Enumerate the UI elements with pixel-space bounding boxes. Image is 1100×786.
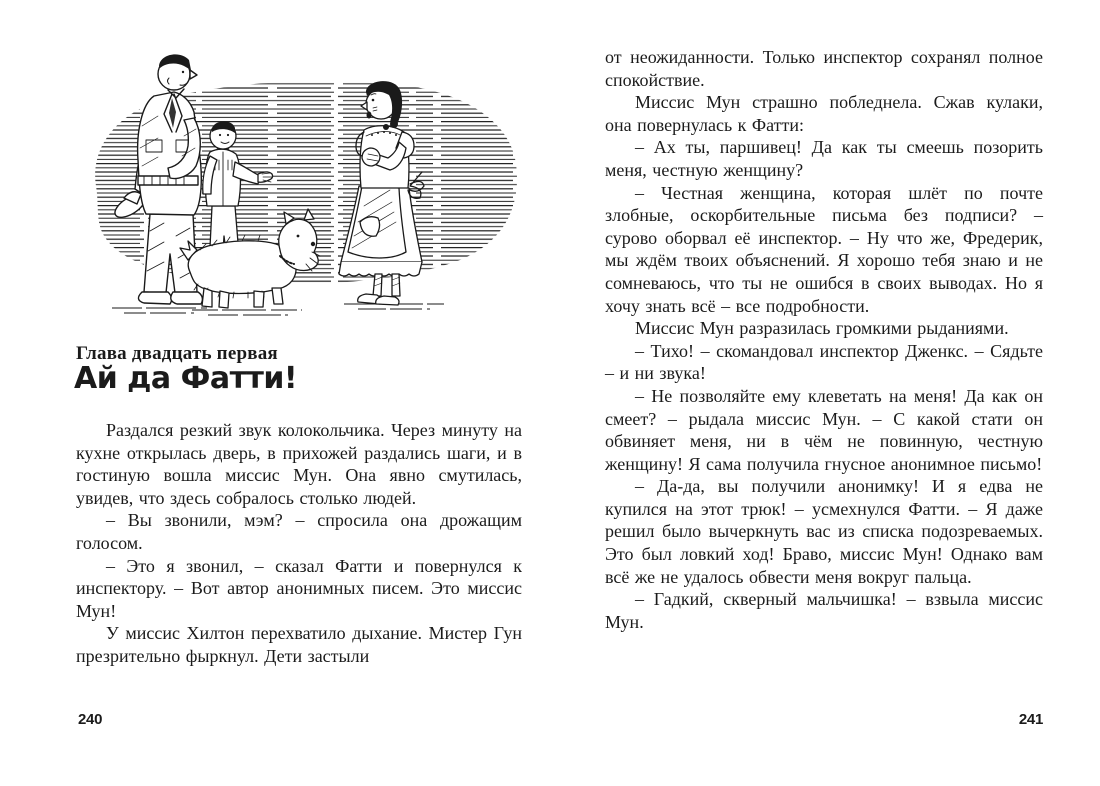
page-number-right: 241 [1018, 711, 1043, 728]
paragraph: – Вы звонили, мэм? – спросила она дрожащим голосом. [76, 510, 522, 553]
paragraph: – Гадкий, скверный мальчишка! – взвыла миссис Мун. [605, 589, 1043, 632]
paragraph: Раздался резкий звук колокольчика. Через минуту на кухне открылась дверь, в прихожей раздались шаги, и в гостиную вошла миссис Мун. Она явно смутилась, увидев, что здесь собралось столько людей. [76, 420, 522, 508]
paragraph: – Это я звонил, – сказал Фатти и повернулся к инспектору. – Вот автор анонимных писем. Это миссис Мун! [76, 555, 522, 621]
paragraph: – Ах ты, паршивец! Да как ты смеешь позорить меня, честную женщину? [605, 137, 1043, 180]
paragraph: – Честная женщина, которая шлёт по почте злобные, оскорбительные письма без подписи? – сурово оборвал её инспектор. – Ну что же, Фредерик, мы ждём твоих объяснений. Я хорошо тебя знаю и не сомневаюсь, что ты не ошибся в своих выводах. Но я хочу знать всё – все подробности. [605, 182, 1043, 316]
paragraph: Миссис Мун разразилась громкими рыданиями. [635, 318, 1009, 339]
paragraph: – Не позволяйте ему клеветать на меня! Да как он смеет? – рыдала миссис Мун. – С какой стати он обвиняет меня, ни в чём не повинную, честную женщину! Я сама получила гнусное анонимное письмо! [605, 385, 1043, 474]
left-page-text [76, 419, 522, 668]
paragraph: Миссис Мун страшно побледнела. Сжав кулаки, она повернулась к Фатти: [605, 92, 1043, 135]
right-page-text [605, 46, 1043, 633]
paragraph: – Тихо! – скомандовал инспектор Дженкс. – Сядьте – и ни звука! [605, 340, 1043, 384]
paragraph: У миссис Хилтон перехватило дыхание. Мистер Гун презрительно фыркнул. Дети застыли [76, 623, 522, 666]
paragraph: от неожиданности. Только инспектор сохранял полное спокойствие. [605, 47, 1043, 90]
page-number-left: 240 [78, 711, 103, 728]
paragraph: – Да-да, вы получили анонимку! И я едва не купился на этот трюк! – усмехнулся Фатти. – Я даже решил было вычеркнуть вас из списка подозреваемых. Это был ловкий ход! Браво, миссис Мун! Однако вам всё же не удалось обвести меня вокруг пальца. [605, 476, 1043, 587]
chapter-title: Ай да Фатти! [74, 361, 298, 396]
chapter-label: Глава двадцать первая [76, 343, 278, 364]
chapter-illustration [72, 36, 522, 336]
illustration-ground-shading [112, 304, 444, 315]
